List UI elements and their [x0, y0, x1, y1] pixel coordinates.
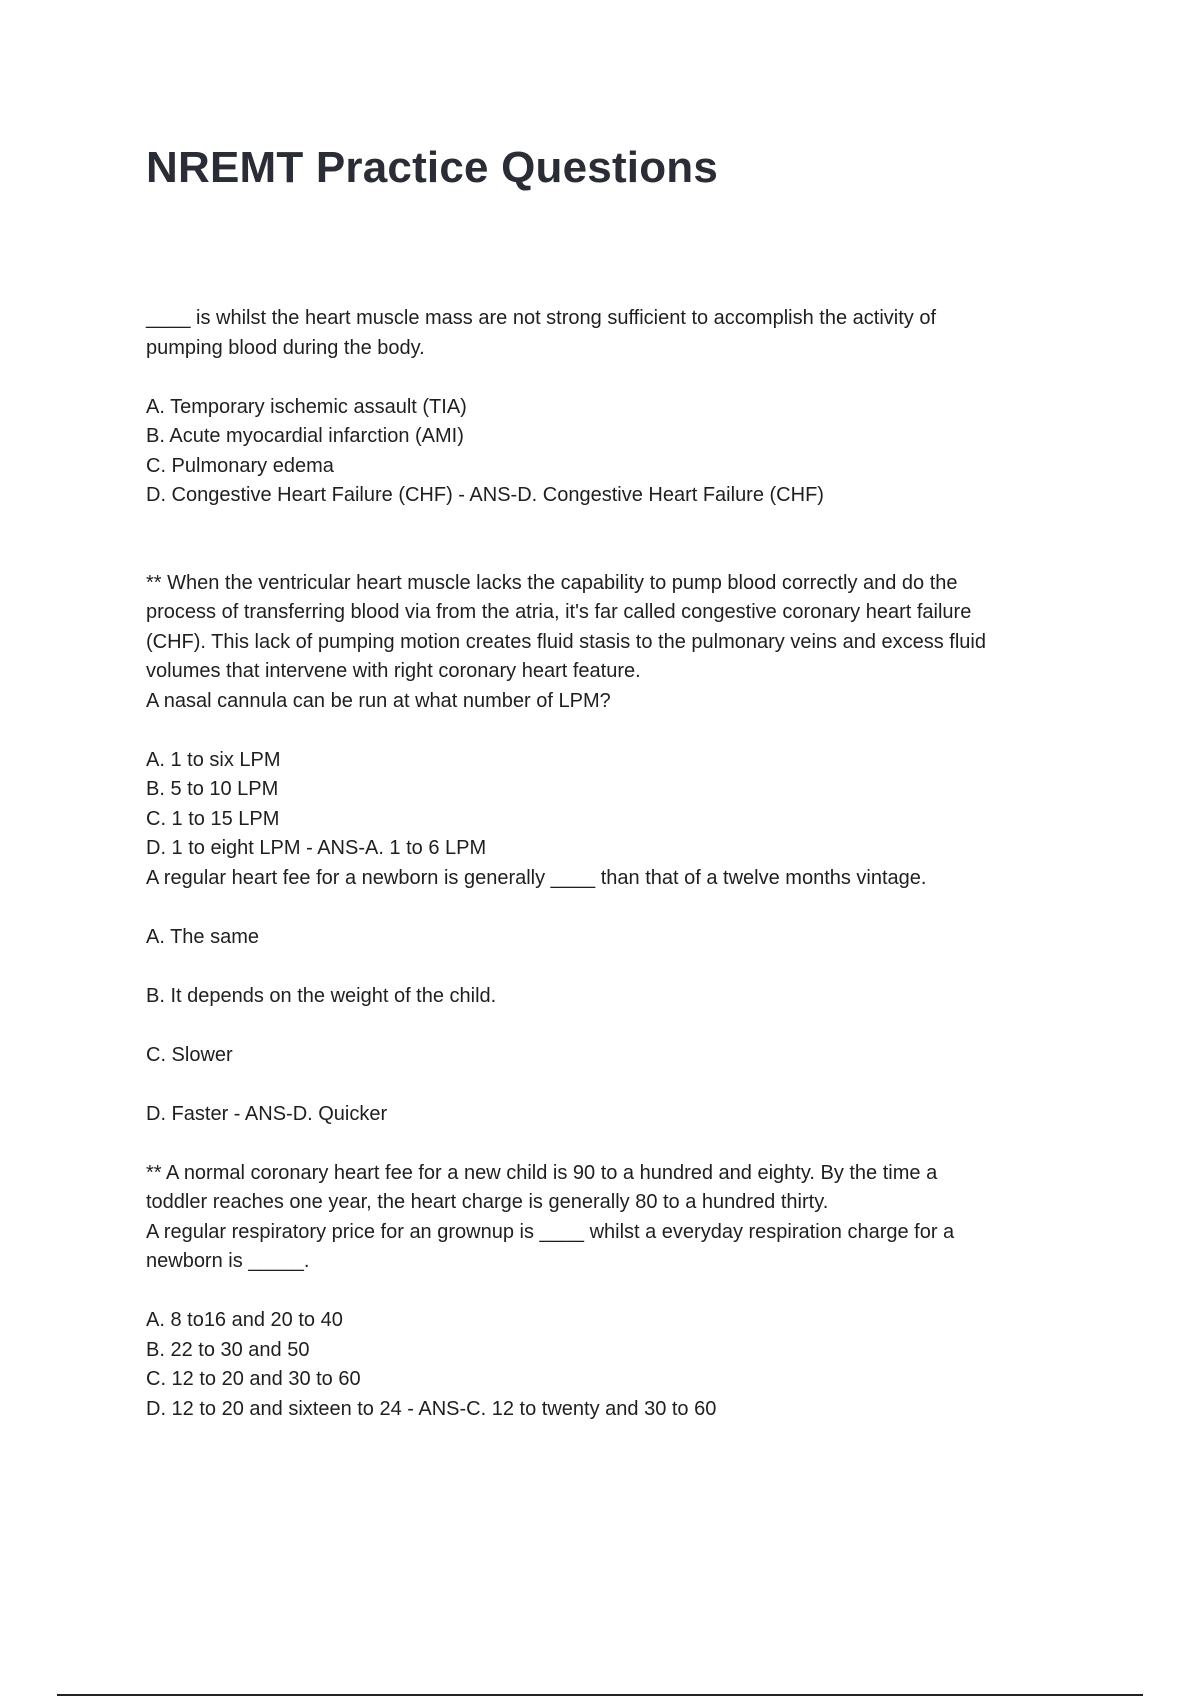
- question-1-stem-line: ____ is whilst the heart muscle mass are not strong sufficient to accomplish the activity of: [146, 307, 936, 329]
- question-1-rationale-line: (CHF). This lack of pumping motion creates fluid stasis to the pulmonary veins and excess fluid: [146, 630, 986, 653]
- question-1-option-d-answer: D. Congestive Heart Failure (CHF) - ANS-D. Congestive Heart Failure (CHF): [146, 484, 824, 506]
- question-2-option-b: B. 5 to 10 LPM: [146, 778, 279, 800]
- question-1-option-a: A. Temporary ischemic assault (TIA): [146, 395, 467, 418]
- questions-content: [146, 304, 1086, 1424]
- question-4-option-a: A. 8 to16 and 20 to 40: [146, 1309, 343, 1331]
- question-2-option-d-answer: D. 1 to eight LPM - ANS-A. 1 to 6 LPM: [146, 837, 487, 859]
- question-1-option-c: C. Pulmonary edema: [146, 454, 334, 477]
- question-3-option-b: B. It depends on the weight of the child.: [146, 984, 497, 1007]
- question-3-rationale-line: ** A normal coronary heart fee for a new child is 90 to a hundred and eighty. By the time a: [146, 1161, 938, 1184]
- question-2: [146, 687, 1086, 864]
- question-3-option-a: A. The same: [146, 925, 260, 948]
- question-3-stem: A regular heart fee for a newborn is generally ____ than that of a twelve months vintage.: [146, 866, 927, 889]
- question-2-option-c: C. 1 to 15 LPM: [146, 807, 280, 830]
- question-3-option-d-answer: D. Faster - ANS-D. Quicker: [146, 1102, 388, 1125]
- question-4-option-c: C. 12 to 20 and 30 to 60: [146, 1368, 361, 1390]
- question-4-stem-line: A regular respiratory price for an grownup is ____ whilst a everyday respiration charge for a: [146, 1220, 955, 1243]
- question-3-rationale-line: toddler reaches one year, the heart charge is generally 80 to a hundred thirty.: [146, 1191, 829, 1213]
- question-4-option-d-answer: D. 12 to 20 and sixteen to 24 - ANS-C. 12 to twenty and 30 to 60: [146, 1397, 717, 1420]
- question-3: [146, 864, 1086, 1218]
- question-3-option-c: C. Slower: [146, 1043, 233, 1066]
- question-1-rationale-line: volumes that intervene with right coronary heart feature.: [146, 660, 641, 682]
- question-4: [146, 1218, 1086, 1425]
- question-2-option-a: A. 1 to six LPM: [146, 748, 281, 771]
- question-1-rationale-line: process of transferring blood via from the atria, it's far called congestive coronary heart failure: [146, 601, 972, 623]
- page-title: NREMT Practice Questions: [146, 143, 719, 192]
- footer-divider: [57, 1694, 1143, 1696]
- question-1-stem-line: pumping blood during the body.: [146, 336, 425, 359]
- question-1-option-b: B. Acute myocardial infarction (AMI): [146, 425, 464, 447]
- question-4-stem-line: newborn is _____.: [146, 1250, 310, 1272]
- question-1: [146, 304, 1086, 687]
- question-1-rationale-line: ** When the ventricular heart muscle lacks the capability to pump blood correctly and do the: [146, 571, 958, 594]
- question-2-stem: A nasal cannula can be run at what number of LPM?: [146, 689, 611, 712]
- question-4-option-b: B. 22 to 30 and 50: [146, 1338, 310, 1361]
